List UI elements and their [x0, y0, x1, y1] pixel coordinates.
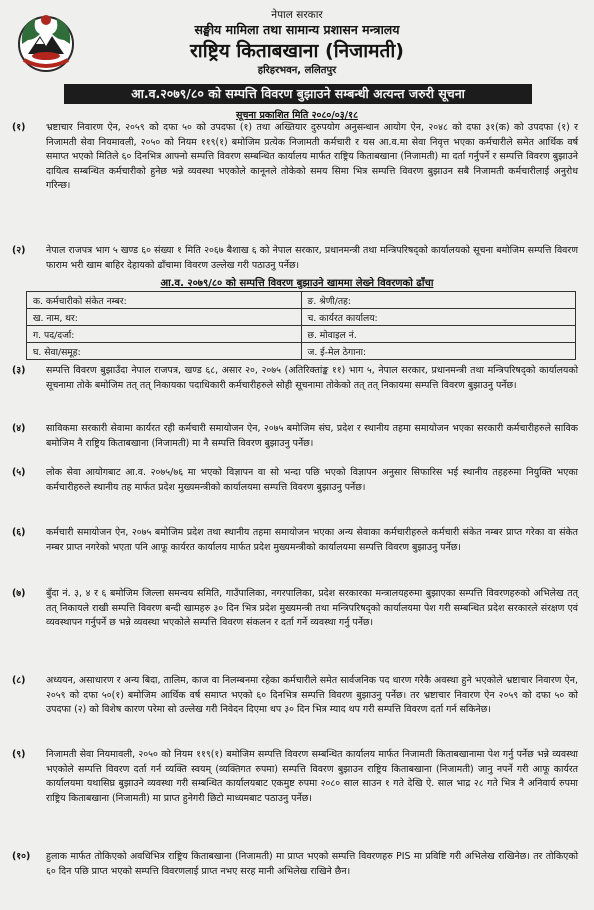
published-date: सूचना प्रकाशित मिति २०८०/०३/१८ — [235, 110, 359, 121]
paragraph-text: साविकमा सरकारी सेवामा कार्यरत रही कर्मचारी समायोजन ऐन, २०७५ बमोजिम संघ, प्रदेश र स्थानीय तहमा समायोजन भएका सरकारी कर्मचारीहरुले साविक बमोजिम नै राष्ट्रिय किताबखाना (निजामती) मा नै सम्पत्ति विवरण बुझाउनु पर्नेछ। — [46, 423, 578, 449]
paragraph-text: भ्रष्टाचार निवारण ऐन, २०५९ को दफा ५० को उपदफा (१) तथा अख्तियार दुरुपयोग अनुसन्धान आयोग ऐन, २०४८ को दफा ३१(क) को उपदफा (१) र निजामती सेवा नियमावली, २०५० को नियम ११९(१) बमोजिम प्रत्येक निजामती कर्मचारी र यस आ.व.मा सेवा निवृत्त भएका कर्मचारीले समेत आर्थिक वर्ष समाप्त भएको मितिले ६० दिनभित्र आफ्नो सम्पत्ति विवरण सम्बन्धित कार्यालय मार्फत राष्ट्रिय किताबखाना (निजामती) मा दर्ता गर्नुपर्ने र सम्पत्ति विवरण बुझाउने दायित्व सम्बन्धित कर्मचारीको हुनेछ भन्ने व्यवस्था भएकोले कानूनले तोकेको समय सिमा भित्र सम्पत्ति विवरण बुझाउन सबै निजामती कर्मचारीलाई अनुरोध गरिन्छ। — [46, 122, 578, 191]
form-box-title: आ.व. २०७९/८० को सम्पत्ति विवरण बुझाउने खाममा लेख्ने विवरणको ढाँचा — [160, 278, 434, 289]
ministry-name: सङ्घीय मामिला तथा सामान्य प्रशासन मन्त्रालय — [194, 22, 400, 37]
table-row — [27, 326, 576, 343]
table-cell: क. कर्मचारीको संकेत नम्बर: — [27, 292, 302, 309]
paragraph-number: (३) — [12, 365, 26, 376]
table-cell: ख. नाम, थर: — [27, 309, 302, 326]
table-row — [27, 309, 576, 326]
table-row — [27, 292, 576, 309]
paragraph-text: निजामती सेवा नियमावली, २०५० को नियम ११९(१) बमोजिम सम्पत्ति विवरण सम्बन्धित कार्यालय मार्फत निजामती किताबखानामा पेश गर्नु पर्नेछ भन्ने व्यवस्था भएकोले सम्पत्ति विवरण दर्ता गर्न व्यक्ति स्वयम् (व्यक्तिगत रुपमा) सम्पत्ति विवरण बुझाउन राष्ट्रिय किताबखाना (निजामती) जानु नपर्ने गरी आफू कार्यरत कार्यालयमा यथासिघ्र बुझाउने व्यवस्था गरी सम्बन्धित कार्यालयबाट एकमुष्ट रुपमा २०८० साल साउन १ गते देखि ऐ. साल भाद्र २८ गते भित्र नै अनिवार्य रुपमा राष्ट्रिय किताबखाना (निजामती) मा प्राप्त हुनेगरी छिटो माध्यमबाट पठाउनु पर्नेछ। — [46, 749, 578, 804]
paragraph-3 — [0, 364, 594, 393]
table-row — [27, 343, 576, 360]
paragraph-text: कर्मचारी समायोजन ऐन, २०७५ बमोजिम प्रदेश तथा स्थानीय तहमा समायोजन भएका अन्य सेवाका कर्मचारीहरुले कर्मचारी संकेत नम्बर प्राप्त गरेका वा संकेत नम्बर प्राप्त नगरेको भएता पनि आफू कार्यरत कार्यालय मार्फत प्रदेश मुख्यमन्त्रीको कार्यालयमा सम्पत्ति विवरण बुझाउनु पर्नेछ। — [46, 527, 578, 553]
table-cell: ङ. श्रेणी/तह: — [301, 292, 576, 309]
table-cell: ग. पद/दर्जा: — [27, 326, 302, 343]
paragraph-6 — [0, 526, 594, 555]
paragraph-number: (९) — [12, 749, 26, 760]
paragraph-8 — [0, 674, 594, 718]
paragraph-9 — [0, 748, 594, 806]
table-cell: छ. मोवाइल नं. — [301, 326, 576, 343]
government-name: नेपाल सरकार — [271, 9, 323, 21]
notice-title: आ.व.२०७९/८० को सम्पत्ति विवरण बुझाउने सम्बन्धी अत्यन्त जरुरी सूचना — [64, 84, 532, 104]
paragraph-number: (८) — [12, 675, 26, 686]
paragraph-7 — [0, 587, 594, 631]
paragraph-number: (२) — [12, 245, 26, 256]
paragraph-10 — [0, 850, 594, 879]
paragraph-text: हुलाक मार्फत तोकिएको अवधिभित्र राष्ट्रिय किताबखाना (निजामती) मा प्राप्त भएको सम्पत्ति विवरणहरु PIS मा प्रविष्टि गरी अभिलेख राखिनेछ। तर तोकिएको ६० दिन पछि प्राप्त भएको सम्पत्ति विवरणलाई प्राप्त नभए सरह मानी अभिलेख राखिने छैन। — [46, 851, 578, 877]
paragraph-text: अध्ययन, असाधारण र अन्य बिदा, तालिम, काज वा निलम्बनमा रहेका कर्मचारीले समेत सार्वजनिक पद धारण गरेकै अवस्था हुने भएकोले भ्रष्टाचार निवारण ऐन, २०५९ को दफा ५०(१) बमोजिम आर्थिक वर्ष समाप्त भएको ६० दिनभित्र सम्पत्ति विवरण बुझाउनु पर्नेछ। तर भ्रष्टाचार निवारण ऐन २०५९ को दफा ५० को उपदफा (२) को विशेष कारण परेमा सो उल्लेख गरी निवेदन दिएमा थप ३० दिन भित्र म्याद थप गरी सम्पत्ति विवरण दर्ता गर्न सकिनेछ। — [46, 675, 578, 715]
paragraph-text: बुँदा नं. ३, ४ र ६ बमोजिम जिल्ला समन्वय समिति, गाउँपालिका, नगरपालिका, प्रदेश सरकारका मन्त्रालयहरुमा बुझाएका सम्पत्ति विवरणहरुको अभिलेख तत् तत् निकायले राखी सम्पत्ति विवरण बन्दी खामहरु ३० दिन भित्र प्रदेश मुख्यमन्त्री तथा मन्त्रिपरिषद्को कार्यालयमा पेश गरी सम्बन्धित प्रदेश सरकारले संरक्षण एवं व्यवस्थापन गर्नुपर्ने छ भन्ने व्यवस्था भएकोले सम्पत्ति विवरण संकलन र दर्ता गर्ने व्यवस्था गर्नु पर्नेछ। — [46, 588, 578, 628]
table-cell: घ. सेवा/समूह: — [27, 343, 302, 360]
paragraph-1 — [0, 121, 594, 194]
paragraph-text: सम्पत्ति विवरण बुझाउँदा नेपाल राजपत्र, खण्ड ६८, असार २०, २०७५ (अतिरिक्तांङ्क ११) भाग ५, नेपाल सरकार, प्रधानमन्त्री तथा मन्त्रिपरिषद्को कार्यालयको सूचनामा तोके बमोजिम तत् तत् निकायका पदाधिकारी कर्मचारीहरुले सोही सूचनामा तोकेको तत् तत् निकायमा सम्पत्ति विवरण बुझाउनु पर्नेछ। — [46, 365, 578, 391]
paragraph-2 — [0, 244, 594, 273]
paragraph-4 — [0, 422, 594, 451]
table-cell: च. कार्यरत कार्यालय: — [301, 309, 576, 326]
organization-name: राष्ट्रिय किताबखाना (निजामती) — [190, 40, 404, 62]
paragraph-number: (१०) — [12, 851, 31, 862]
office-location: हरिहरभवन, ललितपुर — [257, 65, 337, 76]
table-cell: ज. ई-मेल ठेगाना: — [301, 343, 576, 360]
paragraph-number: (६) — [12, 527, 26, 538]
paragraph-number: (७) — [12, 588, 26, 599]
paragraph-number: (४) — [12, 423, 26, 434]
paragraph-number: (१) — [12, 122, 26, 133]
paragraph-text: नेपाल राजपत्र भाग ५ खण्ड ६० संख्या १ मिति २०६७ बैशाख ६ को नेपाल सरकार, प्रधानमन्त्री तथा मन्त्रिपरिषद्को कार्यालयको सूचना बमोजिम सम्पत्ति विवरण फाराम भरी खाम बाहिर देहायको ढाँचामा विवरण उल्लेख गरी पठाउनु पर्नेछ। — [46, 245, 578, 271]
paragraph-number: (५) — [12, 467, 26, 478]
paragraph-text: लोक सेवा आयोगबाट आ.व. २०७५/७६ मा भएको विज्ञापन वा सो भन्दा पछि भएको विज्ञापन अनुसार सिफारिस भई स्थानीय तहहरुमा नियुक्ति भएका कर्मचारीहरुले स्थानीय तह मार्फत प्रदेश मुख्यमन्त्रीको कार्यालयमा सम्पत्ति विवरण बुझाउनु पर्नेछ। — [46, 467, 578, 493]
envelope-format-table — [26, 291, 576, 360]
paragraph-5 — [0, 466, 594, 495]
